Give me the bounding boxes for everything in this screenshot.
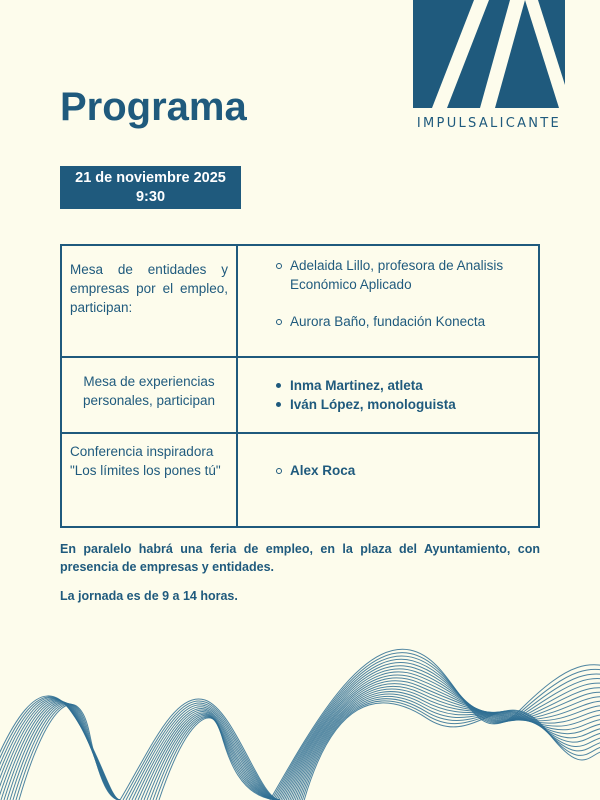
participants-list: [250, 376, 530, 414]
participants-cell: [237, 357, 539, 433]
list-item: Aurora Baño, fundación Konecta: [250, 312, 530, 331]
decorative-waves: [0, 600, 600, 800]
list-item: Iván López, monologuista: [250, 395, 530, 414]
list-item: Inma Martinez, atleta: [250, 376, 530, 395]
page-title: Programa: [60, 85, 247, 129]
session-label: Mesa de experiencias personales, participan: [61, 357, 237, 433]
program-table: [60, 244, 540, 528]
table-row: [61, 245, 539, 357]
participants-cell: [237, 245, 539, 357]
participants-cell: [237, 433, 539, 527]
date-badge: [60, 166, 241, 209]
participants-list: [250, 256, 530, 331]
hours-note: La jornada es de 9 a 14 horas.: [60, 589, 238, 603]
parallel-fair-note: En paralelo habrá una feria de empleo, en la plaza del Ayuntamiento, con presencia de empresas y entidades.: [60, 542, 540, 574]
brand-name: IMPULSALICANTE: [416, 116, 562, 131]
list-item: Alex Roca: [250, 461, 530, 480]
session-label: Mesa de entidades y empresas por el empleo, participan:: [61, 245, 237, 357]
table-row: [61, 433, 539, 527]
impulsalicante-logo: [413, 0, 565, 108]
participants-list: [250, 461, 530, 480]
event-date: 21 de noviembre 2025: [75, 170, 226, 186]
event-time: 9:30: [135, 189, 166, 205]
session-label: Conferencia inspiradora "Los límites los pones tú": [61, 433, 237, 527]
list-item: Adelaida Lillo, profesora de Analisis Económico Aplicado: [250, 256, 530, 294]
table-row: [61, 357, 539, 433]
